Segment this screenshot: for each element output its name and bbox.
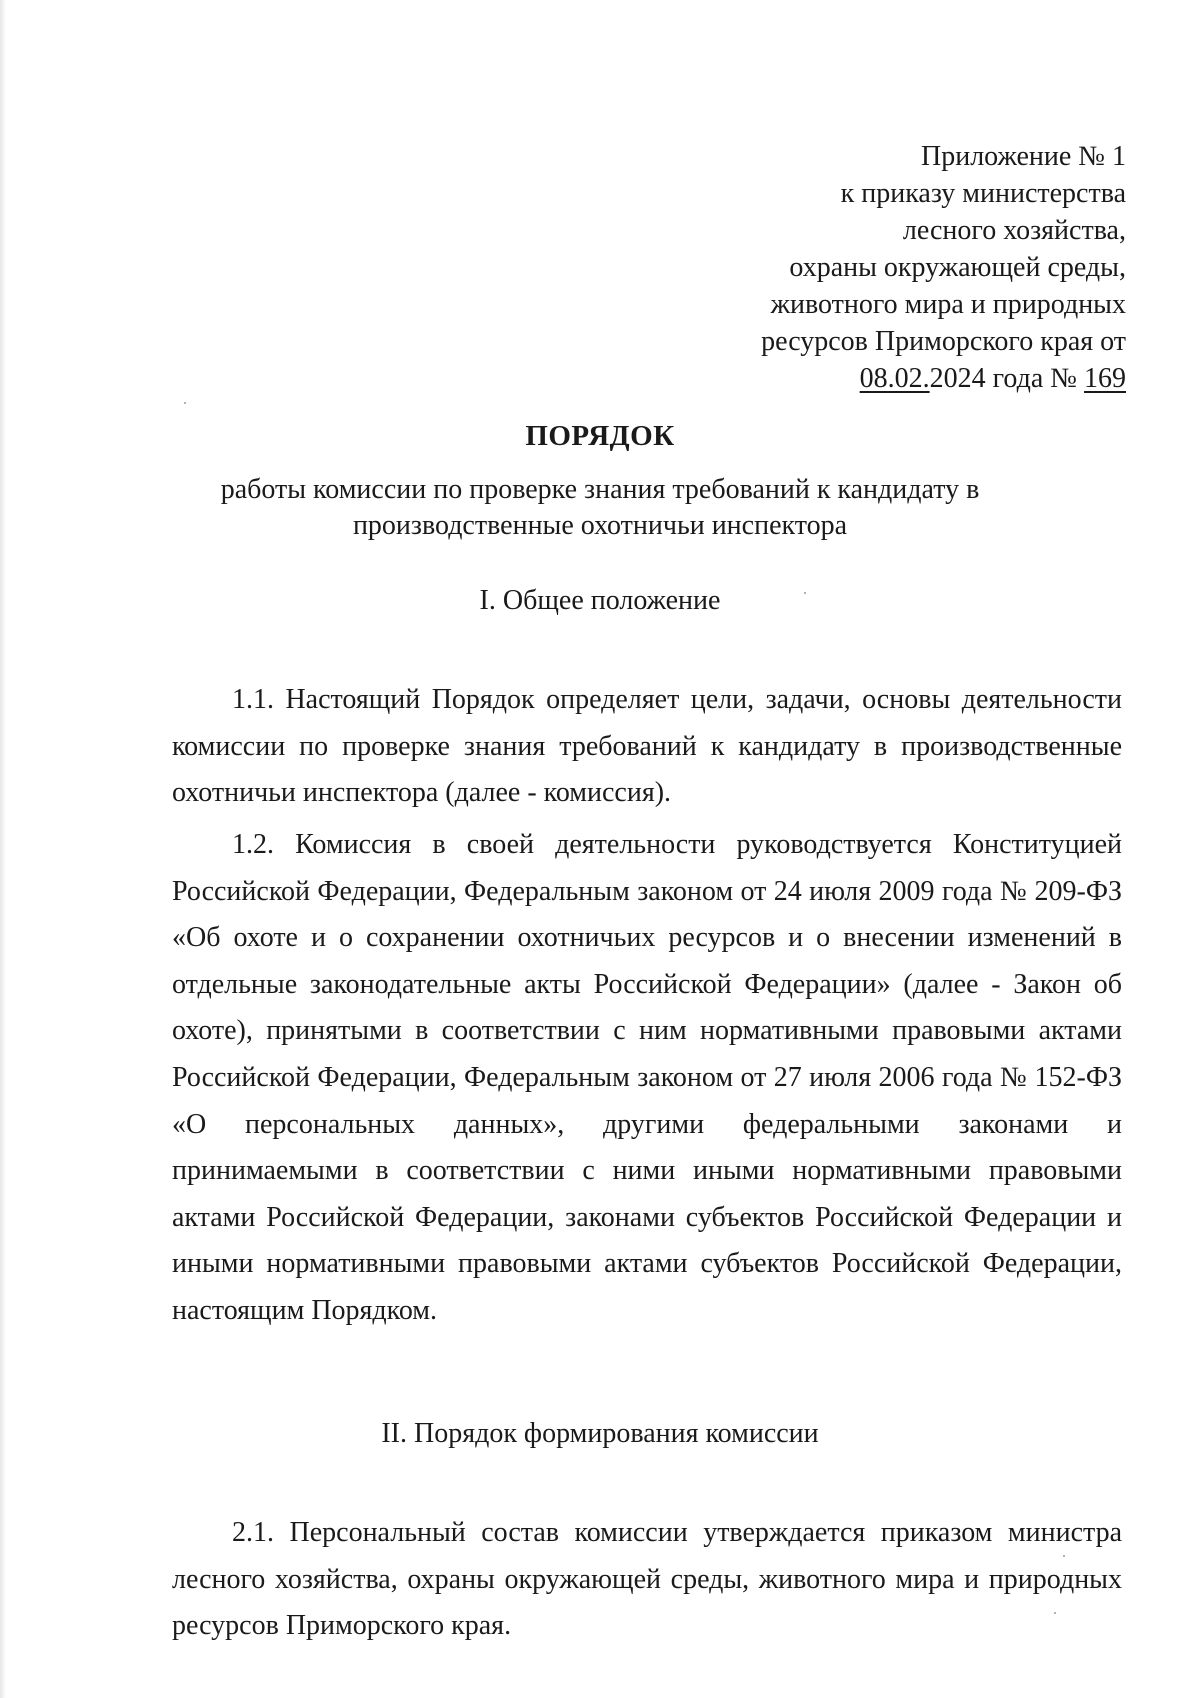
order-date: 08.02. (859, 363, 930, 394)
appendix-block (706, 138, 1126, 397)
appendix-line-5: животного мира и природных (770, 289, 1126, 320)
document-subtitle: работы комиссии по проверке знания требований к кандидату в производственные охотничьи инспектора (220, 474, 980, 541)
scan-speck (1054, 1612, 1056, 1614)
appendix-line-6: ресурсов Приморского края от (761, 326, 1126, 357)
section-1-heading: I. Общее положение (479, 585, 721, 616)
appendix-line-4: охраны окружающей среды, (789, 252, 1126, 283)
paragraph-1-1: 1.1. Настоящий Порядок определяет цели, задачи, основы деятельности комиссии по проверке знания требований к кандидату в производственные охотничьи инспектора (далее - комиссия). (172, 684, 1122, 809)
appendix-line-2: к приказу министерства (840, 178, 1126, 209)
scan-speck (1063, 1555, 1065, 1557)
document-title: ПОРЯДОК (525, 420, 675, 452)
appendix-line-1: Приложение № 1 (921, 141, 1126, 172)
appendix-date-line (706, 360, 1126, 397)
paragraph-1-2: 1.2. Комиссия в своей деятельности руководствуется Конституцией Российской Федерации, Федеральным законом от 24 июля 2009 года № 209-ФЗ «Об охоте и о сохранении охотничьих ресурсов и о внесении изменений в отдельные законодательные акты Российской Федерации» (далее - Закон об охоте), принятыми в соответствии с ним нормативными правовыми актами Российской Федерации, Федеральным законом от 27 июля 2006 года № 152-ФЗ «О персональных данных», другими федеральными законами и принимаемыми в соответствии с ними иными нормативными правовыми актами Российской Федерации, законами субъектов Российской Федерации и иными нормативными правовыми актами субъектов Российской Федерации, настоящим Порядком. (172, 829, 1122, 1326)
order-year-text: 2024 года № (929, 363, 1084, 394)
paragraph-2-1: 2.1. Персональный состав комиссии утверждается приказом министра лесного хозяйства, охраны окружающей среды, животного мира и природных ресурсов Приморского края. (172, 1517, 1122, 1642)
section-2-heading: II. Порядок формирования комиссии (381, 1418, 819, 1449)
scan-speck (804, 592, 806, 594)
scan-speck (184, 402, 186, 404)
order-number: 169 (1084, 363, 1126, 394)
appendix-line-3: лесного хозяйства, (902, 215, 1126, 246)
